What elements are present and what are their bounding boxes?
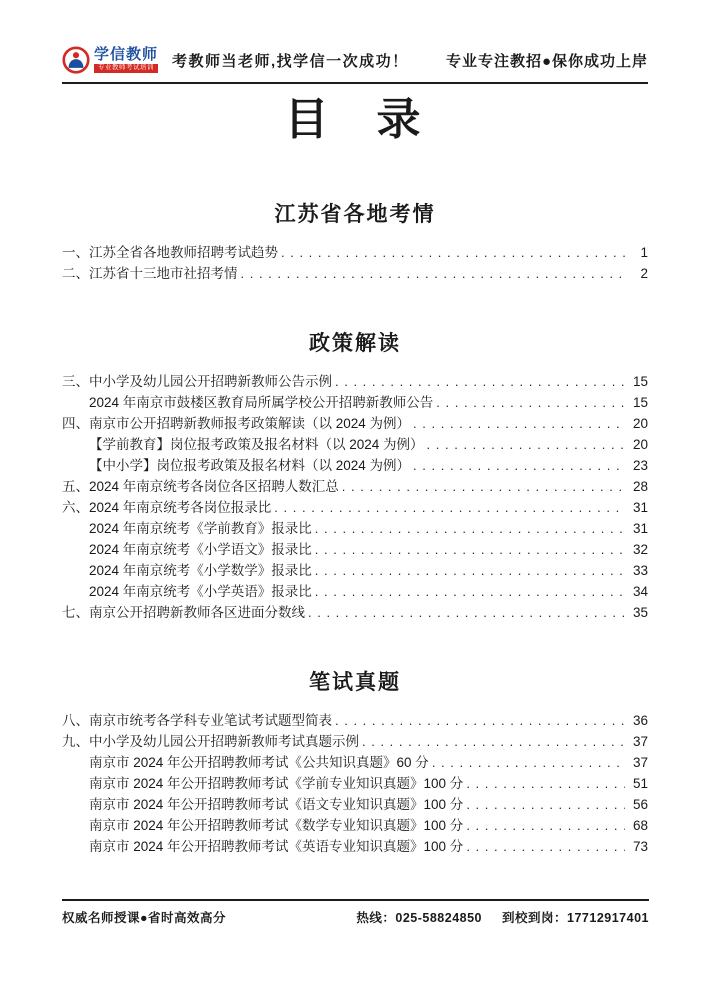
footer-slogan: 权威名师授课●省时高效高分 [62, 911, 227, 925]
toc-entry-page: 34 [632, 584, 648, 600]
toc-entry-page: 28 [632, 479, 648, 495]
toc-entry-title: 八、南京市统考各学科专业笔试考试题型简表 [62, 713, 332, 729]
toc-entry-page: 36 [632, 713, 648, 729]
toc-entry-page: 37 [632, 734, 648, 750]
dot-leader [466, 818, 625, 833]
dot-leader [241, 266, 626, 281]
dot-leader [466, 839, 625, 854]
section-items [62, 370, 648, 622]
toc-entry-page: 33 [632, 563, 648, 579]
toc-entry-title: 南京市 2024 年公开招聘教师考试《学前专业知识真题》100 分 [89, 776, 464, 792]
toc-entry[interactable] [62, 412, 648, 433]
toc-entry-title: 【中小学】岗位报考政策及报名材料（以 2024 为例） [89, 458, 411, 474]
toc-entry[interactable] [62, 433, 648, 454]
toc-entry-title: 七、南京公开招聘新教师各区进面分数线 [62, 605, 305, 621]
toc-entry-title: 南京市 2024 年公开招聘教师考试《英语专业知识真题》100 分 [89, 839, 464, 855]
dot-leader [315, 563, 625, 578]
brand-logo-icon [62, 46, 90, 74]
toc-entry-page: 32 [632, 542, 648, 558]
page-footer [62, 899, 649, 926]
toc-entry-title: 【学前教育】岗位报考政策及报名材料（以 2024 为例） [89, 437, 424, 453]
dot-leader [427, 437, 625, 452]
toc-entry-title: 四、南京市公开招聘新教师报考政策解读（以 2024 为例） [62, 416, 411, 432]
brand-logo-text [94, 47, 158, 73]
dot-leader [413, 416, 625, 431]
toc-entry[interactable] [62, 370, 648, 391]
toc-entry-page: 31 [632, 500, 648, 516]
toc-entry[interactable] [62, 496, 648, 517]
toc-entry-title: 2024 年南京统考《小学语文》报录比 [89, 542, 312, 558]
toc-entry[interactable] [62, 751, 648, 772]
toc-section [62, 327, 648, 622]
toc-entry-page: 20 [632, 416, 648, 432]
toc-section [62, 666, 648, 856]
section-items [62, 241, 648, 283]
toc-entry[interactable] [62, 559, 648, 580]
toc-entry-title: 九、中小学及幼儿园公开招聘新教师考试真题示例 [62, 734, 359, 750]
section-items [62, 709, 648, 856]
toc-entry[interactable] [62, 517, 648, 538]
toc-entry[interactable] [62, 391, 648, 412]
dot-leader [432, 755, 625, 770]
toc-entry-title: 五、2024 年南京统考各岗位各区招聘人数汇总 [62, 479, 339, 495]
section-heading: 江苏省各地考情 [274, 203, 436, 227]
toc-entry-title: 南京市 2024 年公开招聘教师考试《公共知识真题》60 分 [89, 755, 429, 771]
toc-entry-page: 68 [632, 818, 648, 834]
toc-entry-title: 六、2024 年南京统考各岗位报录比 [62, 500, 272, 516]
toc-entry[interactable] [62, 709, 648, 730]
page-title: 目 录 [284, 95, 423, 144]
header-tagline: 考教师当老师,找学信一次成功！ [172, 52, 409, 70]
toc-entry[interactable] [62, 814, 648, 835]
dot-leader [342, 479, 625, 494]
brand-subtext: 专业教师考试培训 [94, 64, 158, 73]
toc-entry[interactable] [62, 580, 648, 601]
toc-entry[interactable] [62, 454, 648, 475]
toc-entry-page: 35 [632, 605, 648, 621]
dot-leader [466, 797, 625, 812]
footer-hotline: 热线：025-58824850 [356, 911, 483, 925]
toc-entry[interactable] [62, 835, 648, 856]
toc-entry-title: 三、中小学及幼儿园公开招聘新教师公告示例 [62, 374, 332, 390]
toc-entry-page: 15 [632, 374, 648, 390]
dot-leader [315, 521, 625, 536]
dot-leader [466, 776, 625, 791]
section-heading: 政策解读 [309, 332, 401, 356]
toc-entry[interactable] [62, 730, 648, 751]
dot-leader [335, 713, 625, 728]
toc-entry-page: 31 [632, 521, 648, 537]
toc-entry-title: 二、江苏省十三地市社招考情 [62, 266, 238, 282]
toc-entry-page: 51 [632, 776, 648, 792]
toc-entry-page: 20 [632, 437, 648, 453]
toc-entry-page: 15 [632, 395, 648, 411]
dot-leader [436, 395, 625, 410]
toc-entry-title: 2024 年南京统考《小学英语》报录比 [89, 584, 312, 600]
dot-leader [308, 605, 625, 620]
toc-entry-title: 一、江苏全省各地教师招聘考试趋势 [62, 245, 278, 261]
brand-logo [62, 46, 158, 74]
dot-leader [315, 584, 625, 599]
toc-entry-title: 2024 年南京市鼓楼区教育局所属学校公开招聘新教师公告 [89, 395, 434, 411]
header-slogan: 专业专注教招●保你成功上岸 [445, 52, 648, 70]
toc-entry-page: 56 [632, 797, 648, 813]
toc-entry[interactable] [62, 793, 648, 814]
toc-entry-page: 1 [640, 245, 648, 261]
dot-leader [315, 542, 625, 557]
toc-entry[interactable] [62, 772, 648, 793]
footer-contacts [356, 908, 649, 926]
toc-entry[interactable] [62, 538, 648, 559]
page-header [62, 46, 648, 84]
toc-entry-title: 南京市 2024 年公开招聘教师考试《数学专业知识真题》100 分 [89, 818, 464, 834]
brand-name: 学信教师 [94, 46, 159, 64]
toc-section [62, 198, 648, 283]
dot-leader [335, 374, 625, 389]
toc-entry[interactable] [62, 262, 648, 283]
toc-entry-page: 2 [640, 266, 648, 282]
toc-entry-page: 23 [632, 458, 648, 474]
toc-entry-title: 南京市 2024 年公开招聘教师考试《语文专业知识真题》100 分 [89, 797, 464, 813]
section-heading: 笔试真题 [309, 671, 401, 695]
table-of-contents [62, 198, 648, 856]
toc-entry-page: 73 [632, 839, 648, 855]
toc-entry-title: 2024 年南京统考《学前教育》报录比 [89, 521, 312, 537]
footer-phone: 到校到岗：17712917401 [502, 911, 649, 925]
toc-entry[interactable] [62, 601, 648, 622]
toc-entry-title: 2024 年南京统考《小学数学》报录比 [89, 563, 312, 579]
dot-leader [274, 500, 625, 515]
dot-leader [281, 245, 625, 260]
dot-leader [362, 734, 625, 749]
dot-leader [413, 458, 625, 473]
toc-entry[interactable] [62, 241, 648, 262]
toc-entry-page: 37 [632, 755, 648, 771]
toc-entry[interactable] [62, 475, 648, 496]
